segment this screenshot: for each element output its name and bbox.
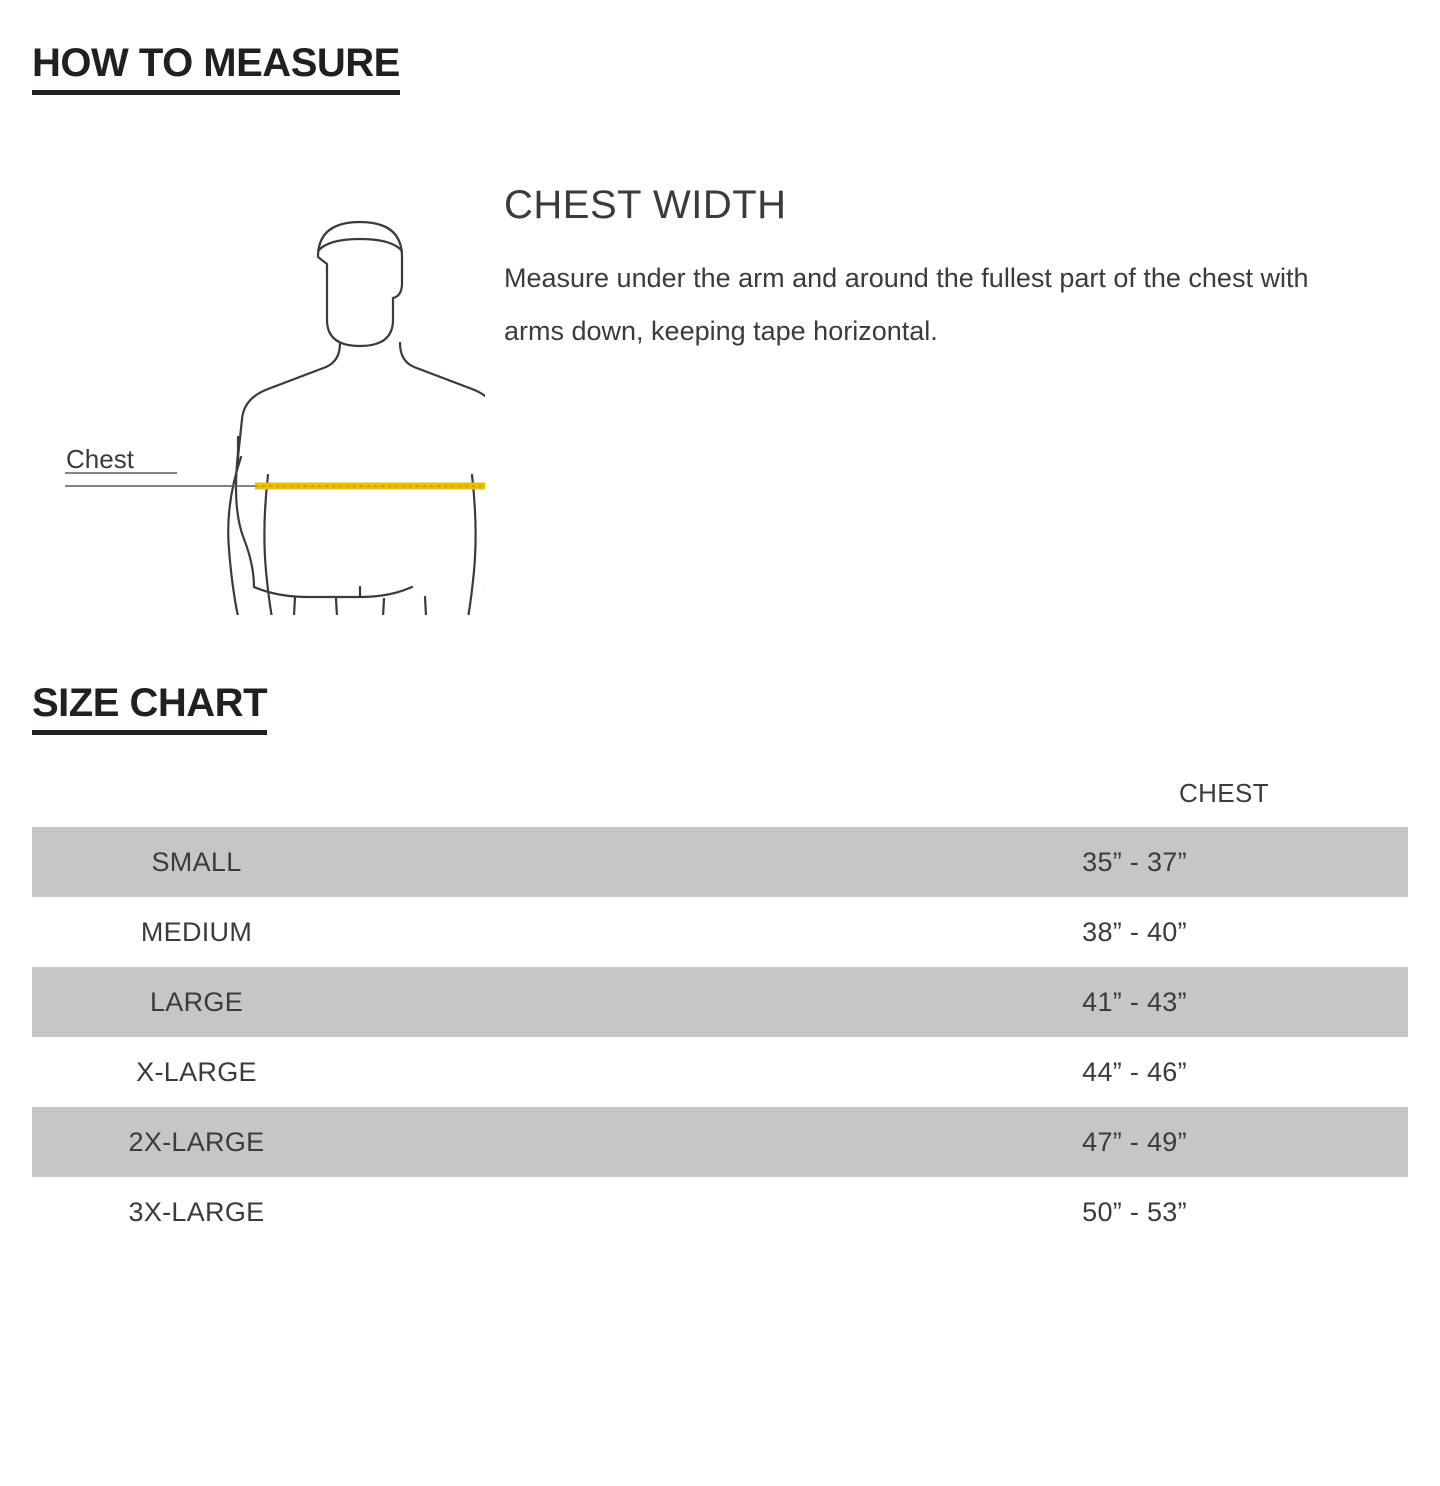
table-row — [32, 827, 1408, 897]
male-torso-measurement-diagram-icon — [55, 185, 485, 615]
chest-label-leader — [65, 473, 255, 486]
cell-size: LARGE — [32, 967, 1040, 1037]
size-chart-table — [32, 770, 1408, 1247]
cell-size: 3X-LARGE — [128, 1196, 265, 1227]
size-chart-body — [32, 827, 1408, 1247]
table-row — [32, 897, 1408, 967]
cell-chest: 38” - 40” — [1082, 916, 1187, 947]
table-row — [32, 1177, 1408, 1247]
cell-size: MEDIUM — [140, 916, 253, 947]
cell-chest: 35” - 37” — [1040, 827, 1408, 897]
chest-width-description: Measure under the arm and around the fullest part of the chest with arms down, keeping tape horizontal. — [504, 263, 1309, 346]
cell-chest: 50” - 53” — [1082, 1196, 1187, 1227]
cell-chest: 41” - 43” — [1040, 967, 1408, 1037]
table-row — [32, 967, 1408, 1037]
how-to-measure-heading: HOW TO MEASURE — [32, 42, 400, 95]
table-row — [32, 1107, 1408, 1177]
measurement-diagram — [55, 185, 485, 615]
how-to-measure-section — [0, 175, 1440, 625]
column-header-size — [32, 770, 1040, 827]
chest-label: Chest — [66, 444, 134, 474]
cell-size: SMALL — [32, 827, 1040, 897]
column-header-chest: CHEST — [1178, 778, 1270, 808]
size-chart-heading: SIZE CHART — [32, 682, 267, 735]
chest-width-title: CHEST WIDTH — [504, 183, 787, 227]
table-header-row — [32, 770, 1408, 827]
cell-chest: 47” - 49” — [1040, 1107, 1408, 1177]
table-row — [32, 1037, 1408, 1107]
chest-width-description-block — [504, 185, 1334, 384]
cell-size: 2X-LARGE — [32, 1107, 1040, 1177]
size-chart-header — [32, 770, 1408, 827]
cell-size: X-LARGE — [136, 1056, 257, 1087]
cell-chest: 44” - 46” — [1082, 1056, 1187, 1087]
